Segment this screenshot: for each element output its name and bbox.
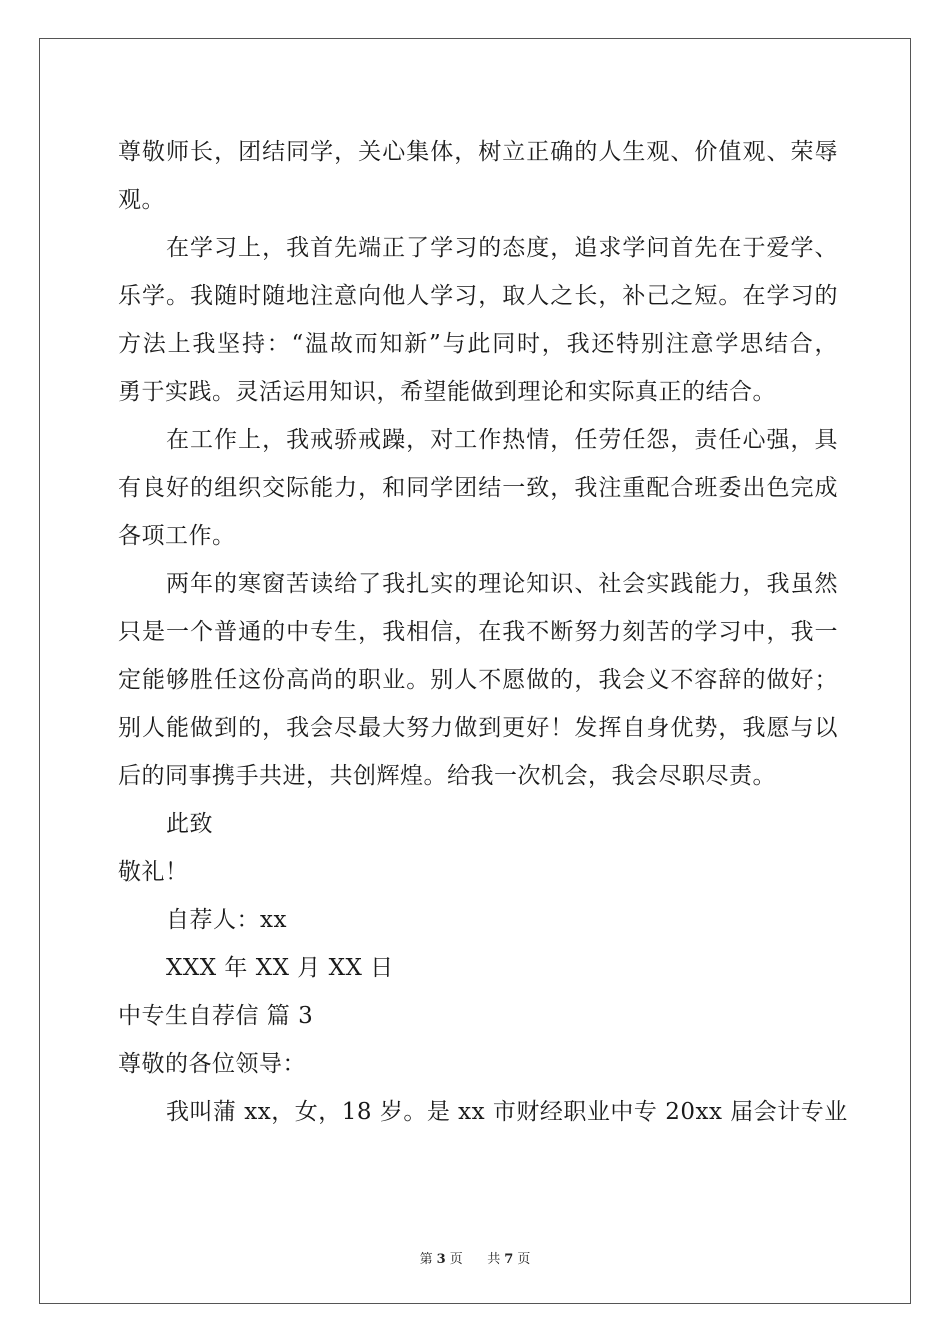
text-line: 方法上我坚持：“温故而知新”与此同时，我还特别注意学思结合， — [118, 331, 838, 357]
text-line: 后的同事携手共进，共创辉煌。给我一次机会，我会尽职尽责。 — [118, 763, 776, 789]
text-line: 别人能做到的，我会尽最大努力做到更好！发挥自身优势，我愿与以 — [118, 715, 838, 741]
text-line: 定能够胜任这份高尚的职业。别人不愿做的，我会义不容辞的做好； — [118, 667, 838, 693]
date-line: XXX 年 XX 月 XX 日 — [166, 955, 394, 981]
greeting-line: 尊敬的各位领导： — [118, 1051, 306, 1077]
closing-salutation: 此致 — [166, 811, 213, 837]
section-heading: 中专生自荐信 篇 3 — [118, 1003, 314, 1029]
text-line: 各项工作。 — [118, 523, 236, 549]
text-line: 有良好的组织交际能力，和同学团结一致，我注重配合班委出色完成 — [118, 475, 838, 501]
signature-line: 自荐人：xx — [166, 907, 287, 933]
text-line: 观。 — [118, 187, 165, 213]
page-footer — [0, 1248, 950, 1267]
closing-regards: 敬礼！ — [118, 859, 189, 885]
text-line: 只是一个普通的中专生，我相信，在我不断努力刻苦的学习中，我一 — [118, 619, 838, 645]
page-total: 共 7 页 — [487, 1252, 531, 1267]
paragraph-start: 在工作上，我戒骄戒躁，对工作热情，任劳任怨，责任心强，具 — [166, 427, 838, 453]
text-line: 尊敬师长，团结同学，关心集体，树立正确的人生观、价值观、荣辱 — [118, 139, 838, 165]
paragraph-start: 我叫蒲 xx，女，18 岁。是 xx 市财经职业中专 20xx 届会计专业 — [166, 1099, 848, 1125]
text-line: 乐学。我随时随地注意向他人学习，取人之长，补己之短。在学习的 — [118, 283, 838, 309]
page-number: 第 3 页 — [419, 1252, 463, 1267]
paragraph-start: 在学习上，我首先端正了学习的态度，追求学问首先在于爱学、 — [166, 235, 838, 261]
paragraph-start: 两年的寒窗苦读给了我扎实的理论知识、社会实践能力，我虽然 — [166, 571, 838, 597]
document-body — [118, 128, 848, 1136]
text-line: 勇于实践。灵活运用知识，希望能做到理论和实际真正的结合。 — [118, 379, 776, 405]
